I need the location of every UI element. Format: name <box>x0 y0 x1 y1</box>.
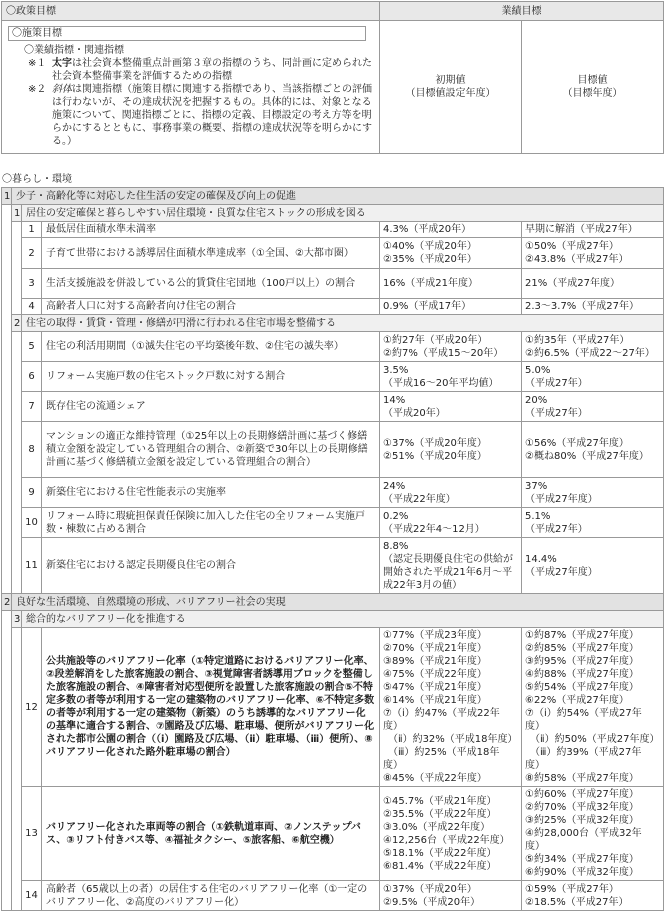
table-row: 4 高齢者人口に対する高齢者向け住宅の割合 0.9%（平成17年） 2.3～3.7%（平成27年） <box>2 299 664 315</box>
table-row: 12 公共施設等のバリアフリー化率（①特定道路におけるバリアフリー化率、②段差解消をした旅客施設の割合、③視覚障害者誘導用ブロックを整備した旅客施設の割合、④障害者対応型便所を設置した旅客施設の割合⑤不特定多数の者等が利用する一定の建築物のバリアフリー化率、⑥不特定多数の者等が利用する一定の建築物（新築）のうち誘導的なバリアフリー化の基準に適合する割合、⑦園路及び広場、駐車場、便所がバリアフリー化された都市公園の割合（（ⅰ）園路及び広場、（ⅱ）駐車場、（ⅲ）便所）、⑧バリアフリー化された路外駐車場の割合） ①77%（平成23年度） ②70%（平成21年度） ③89%（平成21年度） ④75%（平成22年度） ⑤47%（平成21年度） ⑥14%（平成21年度） ⑦（ⅰ）約47%（平成22年度） （ⅱ）約32%（平成18年度） （ⅲ）約25%（平成18年度） ⑧45%（平成22年度） ①約87%（平成27年度） ②約85%（平成27年度） ③約95%（平成27年度） ④約88%（平成27年度） ⑤約54%（平成27年度） ⑥22%（平成27年度） ⑦（ⅰ）約54%（平成27年度） （ⅱ）約50%（平成27年度） （ⅲ）約39%（平成27年度） ⑧約58%（平成27年度） <box>2 628 664 787</box>
measure-label: 居住の安定確保と暮らしやすい居住環境・良質な住宅ストックの形成を図る <box>22 205 664 222</box>
target-value: 14.4% （平成27年度） <box>522 538 664 594</box>
table-row: 1 最低居住面積水準未満率 4.3%（平成20年） 早期に解消（平成27年） <box>2 222 664 238</box>
indicator-text: 高齢者（65歳以上の者）の居住する住宅のバリアフリー化率（①一定のバリアフリー化、②高度のバリアフリー化） <box>42 881 380 911</box>
initial-value: 16%（平成21年度） <box>380 269 522 299</box>
performance-target-header: 業績目標 <box>380 2 664 21</box>
target-value: ①約60%（平成27年度） ②約70%（平成32年度） ③約25%（平成32年度） ④約28,000台（平成32年度） ⑤約34%（平成27年度） ⑥約90%（平成32年度） <box>522 787 664 881</box>
initial-value: 0.2% （平成22年4～12月） <box>380 508 522 538</box>
measure-goal-label: 〇施策目標 <box>8 26 366 41</box>
initial-value: ①37%（平成20年度） ②51%（平成20年度） <box>380 422 522 478</box>
note-1: ※１ 太字は社会資本整備重点計画第３章の指標のうち、同計画に定められた社会資本整備事業を評価するための指標 <box>28 58 372 82</box>
policy-goal-header: 〇政策目標 <box>2 2 380 21</box>
measure-label: 総合的なバリアフリー化を推進する <box>22 611 664 628</box>
policy-label: 少子・高齢化等に対応した住生活の安定の確保及び向上の促進 <box>12 188 664 205</box>
measure-row: 2 住宅の取得・賃貸・管理・修繕が円滑に行われる住宅市場を整備する <box>2 315 664 332</box>
initial-value: 8.8% （認定長期優良住宅の供給が開始された平成21年6月～平成22年3月の値） <box>380 538 522 594</box>
target-value: ①56%（平成27年度） ②概ね80%（平成27年度） <box>522 422 664 478</box>
indicator-text: マンションの適正な維持管理（①25年以上の長期修繕計画に基づく修繕積立金額を設定している管理組合の割合、②新築で30年以上の長期修繕計画に基づく修繕積立金額を設定している管理組合の割合） <box>42 422 380 478</box>
note-2: ※２ 斜体は関連指標（施策目標に関連する指標であり、当該指標ごとの評価は行わないが、その達成状況を把握するもの。具体的には、対象となる施策について、関連指標ごとに、指標の定義、目標設定の考え方等を明らかにするとともに、事務事業の概要、指標の達成状況等を明らかにする。） <box>28 84 372 147</box>
target-value: ①59%（平成27年） ②18.5%（平成27年） <box>522 881 664 911</box>
table-row: 2 子育て世帯における誘導居住面積水準達成率（①全国、②大都市圏） ①40%（平成20年） ②35%（平成20年） ①50%（平成27年） ②43.8%（平成27年） <box>2 238 664 269</box>
target-value: 21%（平成27年度） <box>522 269 664 299</box>
legend-table <box>1 1 664 154</box>
indicator-text: 住宅の利活用期間（①滅失住宅の平均築後年数、②住宅の滅失率） <box>42 332 380 362</box>
target-value: 早期に解消（平成27年） <box>522 222 664 238</box>
table-row: 3 生活支援施設を併設している公的賃貸住宅団地（100戸以上）の割合 16%（平成21年度） 21%（平成27年度） <box>2 269 664 299</box>
target-value: ①約87%（平成27年度） ②約85%（平成27年度） ③約95%（平成27年度） ④約88%（平成27年度） ⑤約54%（平成27年度） ⑥22%（平成27年度） ⑦（ⅰ）約54%（平成27年度） （ⅱ）約50%（平成27年度） （ⅲ）約39%（平成27年度） ⑧約58%（平成27年度） <box>522 628 664 787</box>
indicator-text: 最低居住面積水準未満率 <box>42 222 380 238</box>
indicator-text: 公共施設等のバリアフリー化率（①特定道路におけるバリアフリー化率、②段差解消をした旅客施設の割合、③視覚障害者誘導用ブロックを整備した旅客施設の割合、④障害者対応型便所を設置した旅客施設の割合⑤不特定多数の者等が利用する一定の建築物のバリアフリー化率、⑥不特定多数の者等が利用する一定の建築物（新築）のうち誘導的なバリアフリー化の基準に適合する割合、⑦園路及び広場、駐車場、便所がバリアフリー化された都市公園の割合（（ⅰ）園路及び広場、（ⅱ）駐車場、（ⅲ）便所）、⑧バリアフリー化された路外駐車場の割合） <box>42 628 380 787</box>
target-value: 5.0% （平成27年） <box>522 362 664 392</box>
policy-row: 1 少子・高齢化等に対応した住生活の安定の確保及び向上の促進 <box>2 188 664 205</box>
indicator-text: 生活支援施設を併設している公的賃貸住宅団地（100戸以上）の割合 <box>42 269 380 299</box>
indicator-text: 新築住宅における住宅性能表示の実施率 <box>42 478 380 508</box>
initial-value: ①45.7%（平成21年度） ②35.5%（平成22年度） ③3.0%（平成22年度） ④12,256台（平成22年度） ⑤18.1%（平成22年度） ⑥81.4%（平成22年度） <box>380 787 522 881</box>
target-value: 20% （平成27年） <box>522 392 664 422</box>
initial-value: 14% （平成20年） <box>380 392 522 422</box>
indicators-table <box>1 187 664 911</box>
indicator-text: 高齢者人口に対する高齢者向け住宅の割合 <box>42 299 380 315</box>
initial-value: ①約27年（平成20年） ②約7%（平成15～20年） <box>380 332 522 362</box>
initial-value: ①77%（平成23年度） ②70%（平成21年度） ③89%（平成21年度） ④75%（平成22年度） ⑤47%（平成21年度） ⑥14%（平成21年度） ⑦（ⅰ）約47%（平成22年度） （ⅱ）約32%（平成18年度） （ⅲ）約25%（平成18年度） ⑧45%（平成22年度） <box>380 628 522 787</box>
target-value: 5.1% （平成27年） <box>522 508 664 538</box>
target-value: ①50%（平成27年） ②43.8%（平成27年） <box>522 238 664 269</box>
table-row: 10 リフォーム時に瑕疵担保責任保険に加入した住宅の全リフォーム実施戸数・棟数に占める割合 0.2% （平成22年4～12月） 5.1% （平成27年） <box>2 508 664 538</box>
indicator-text: 既存住宅の流通シェア <box>42 392 380 422</box>
initial-value-header: 初期値 （目標値設定年度） <box>380 21 522 154</box>
initial-value: ①37%（平成20年） ②9.5%（平成20年） <box>380 881 522 911</box>
policy-label: 良好な生活環境、自然環境の形成、バリアフリー社会の実現 <box>12 594 664 611</box>
section-title: 〇暮らし・環境 <box>2 174 72 185</box>
note-2-italic: 斜体 <box>52 84 72 95</box>
note-1-bold: 太字 <box>52 58 72 69</box>
table-row: 14 高齢者（65歳以上の者）の居住する住宅のバリアフリー化率（①一定のバリアフリー化、②高度のバリアフリー化） ①37%（平成20年） ②9.5%（平成20年） ①59%（平成27年） ②18.5%（平成27年） <box>2 881 664 911</box>
target-value: 2.3～3.7%（平成27年） <box>522 299 664 315</box>
initial-value: 3.5% （平成16～20年平均値） <box>380 362 522 392</box>
indicator-text: リフォーム実施戸数の住宅ストック戸数に対する割合 <box>42 362 380 392</box>
table-row: 11 新築住宅における認定長期優良住宅の割合 8.8% （認定長期優良住宅の供給が開始された平成21年6月～平成22年3月の値） 14.4% （平成27年度） <box>2 538 664 594</box>
indicator-text: バリアフリー化された車両等の割合（①鉄軌道車両、②ノンステップバス、③リフト付きバス等、④福祉タクシー、⑤旅客船、⑥航空機） <box>42 787 380 881</box>
table-row: 13 バリアフリー化された車両等の割合（①鉄軌道車両、②ノンステップバス、③リフト付きバス等、④福祉タクシー、⑤旅客船、⑥航空機） ①45.7%（平成21年度） ②35.5%（平成22年度） ③3.0%（平成22年度） ④12,256台（平成22年度） ⑤18.1%（平成22年度） ⑥81.4%（平成22年度） ①約60%（平成27年度） ②約70%（平成32年度） ③約25%（平成32年度） ④約28,000台（平成32年度） ⑤約34%（平成27年度） ⑥約90%（平成32年度） <box>2 787 664 881</box>
initial-value: ①40%（平成20年） ②35%（平成20年） <box>380 238 522 269</box>
indicator-text: 新築住宅における認定長期優良住宅の割合 <box>42 538 380 594</box>
indicator-text: リフォーム時に瑕疵担保責任保険に加入した住宅の全リフォーム実施戸数・棟数に占める割合 <box>42 508 380 538</box>
indicators-title: 〇業績指標・関連指標 <box>24 45 124 56</box>
initial-value: 4.3%（平成20年） <box>380 222 522 238</box>
measure-row: 3 総合的なバリアフリー化を推進する <box>2 611 664 628</box>
table-row: 6 リフォーム実施戸数の住宅ストック戸数に対する割合 3.5% （平成16～20年平均値） 5.0% （平成27年） <box>2 362 664 392</box>
policy-row: 2 良好な生活環境、自然環境の形成、バリアフリー社会の実現 <box>2 594 664 611</box>
initial-value: 24% （平成22年度） <box>380 478 522 508</box>
legend-description <box>2 21 380 154</box>
measure-label: 住宅の取得・賃貸・管理・修繕が円滑に行われる住宅市場を整備する <box>22 315 664 332</box>
measure-row: 1 居住の安定確保と暮らしやすい居住環境・良質な住宅ストックの形成を図る <box>2 205 664 222</box>
table-row: 5 住宅の利活用期間（①滅失住宅の平均築後年数、②住宅の滅失率） ①約27年（平成20年） ②約7%（平成15～20年） ①約35年（平成27年） ②約6.5%（平成22～27年） <box>2 332 664 362</box>
target-value: ①約35年（平成27年） ②約6.5%（平成22～27年） <box>522 332 664 362</box>
table-row: 8 マンションの適正な維持管理（①25年以上の長期修繕計画に基づく修繕積立金額を設定している管理組合の割合、②新築で30年以上の長期修繕計画に基づく修繕積立金額を設定している管理組合の割合） ①37%（平成20年度） ②51%（平成20年度） ①56%（平成27年度） ②概ね80%（平成27年度） <box>2 422 664 478</box>
table-row: 7 既存住宅の流通シェア 14% （平成20年） 20% （平成27年） <box>2 392 664 422</box>
target-value-header: 目標値 （目標年度） <box>522 21 664 154</box>
table-row: 9 新築住宅における住宅性能表示の実施率 24% （平成22年度） 37% （平成27年度） <box>2 478 664 508</box>
indicator-text: 子育て世帯における誘導居住面積水準達成率（①全国、②大都市圏） <box>42 238 380 269</box>
initial-value: 0.9%（平成17年） <box>380 299 522 315</box>
target-value: 37% （平成27年度） <box>522 478 664 508</box>
